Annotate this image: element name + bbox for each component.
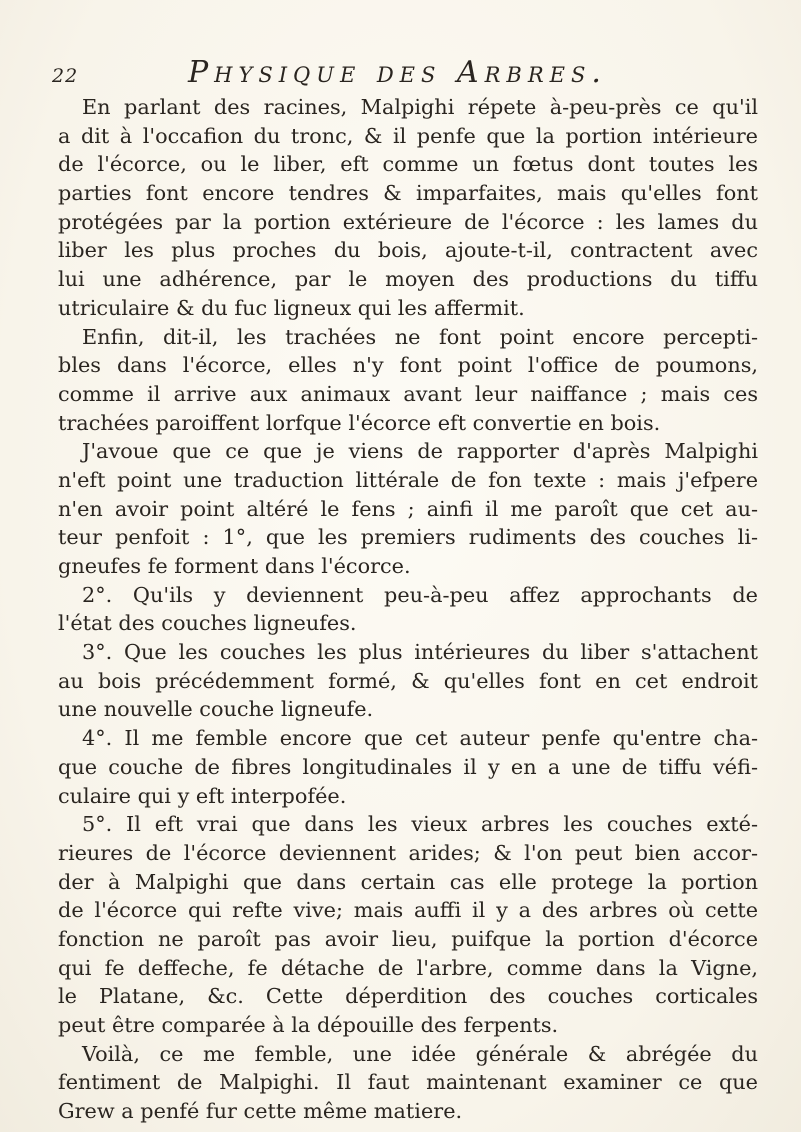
text-line: J'avoue que ce que je viens de rapporter d'après Malpighi [82,439,758,464]
text-line: 5°. Il eft vrai que dans les vieux arbres les couches exté- [82,812,758,837]
text-line: le Platane, &c. Cette déperdition des couches corticales [58,984,758,1009]
text-line: 2°. Qu'ils y deviennent peu-à-peu affez approchants de [82,582,758,607]
body-text [58,93,758,1126]
text-line: comme il arrive aux animaux avant leur naiffance ; mais ces [58,381,758,406]
text-line: de l'écorce qui refte vive; mais auffi il y a des arbres où cette [58,898,758,923]
page-header [52,55,752,95]
text-line: n'eft point une traduction littérale de fon texte : mais j'efpere [58,467,758,492]
text-line: En parlant des racines, Malpighi répete à-peu-près ce qu'il [82,95,758,119]
text-line: que couche de fibres longitudinales il y en a une de tiffu véfi- [58,754,758,779]
text-line: parties font encore tendres & imparfaites, mais qu'elles font [58,181,758,206]
text-line: peut être comparée à la dépouille des ferpents. [58,1013,559,1037]
text-line: fonction ne paroît pas avoir lieu, puifque la portion d'écorce [58,926,758,951]
text-line: gneufes fe forment dans l'écorce. [58,554,411,578]
text-line: Voilà, ce me femble, une idée générale & abrégée du [82,1041,758,1066]
text-line: n'en avoir point altéré le fens ; ainfi il me paroît que cet au- [58,496,758,521]
text-line: Grew a penfé fur cette même matiere. [58,1099,463,1124]
text-line: 4°. Il me femble encore que cet auteur penfe qu'entre cha- [82,726,758,751]
text-line: rieures de l'écorce deviennent arides; & l'on peut bien accor- [58,840,758,865]
text-line: lui une adhérence, par le moyen des productions du tiffu [58,267,758,292]
text-line: teur penfoit : 1°, que les premiers rudiments des couches li- [58,525,758,550]
text-line: Enfin, dit-il, les trachées ne font point encore percepti- [82,324,758,349]
text-line: bles dans l'écorce, elles n'y font point l'office de poumons, [58,353,758,378]
text-line: de l'écorce, ou le liber, eft comme un fœtus dont toutes les [58,152,758,177]
text-line: protégées par la portion extérieure de l'écorce : les lames du [58,209,758,234]
text-line: 3°. Que les couches les plus intérieures du liber s'attachent [82,640,758,665]
text-line: culaire qui y eft interpofée. [58,783,347,808]
text-line: utriculaire & du fuc ligneux qui les affermit. [58,295,525,320]
page-number: 22 [52,65,79,87]
text-line: qui fe deffeche, fe détache de l'arbre, comme dans la Vigne, [58,955,758,980]
text-line: au bois précédemment formé, & qu'elles font en cet endroit [58,668,758,693]
text-line: une nouvelle couche ligneufe. [58,697,374,722]
running-title: Physique des Arbres. [188,55,607,90]
text-line: der à Malpighi que dans certain cas elle protege la portion [58,869,758,894]
text-line: trachées paroiffent lorfque l'écorce eft convertie en bois. [58,410,661,435]
text-line: l'état des couches ligneufes. [58,611,357,636]
text-line: liber les plus proches du bois, ajoute-t-il, contractent avec [58,238,758,263]
text-line: fentiment de Malpighi. Il faut maintenant examiner ce que [58,1070,758,1095]
text-line: a dit à l'occafion du tronc, & il penfe que la portion intérieure [58,123,758,148]
